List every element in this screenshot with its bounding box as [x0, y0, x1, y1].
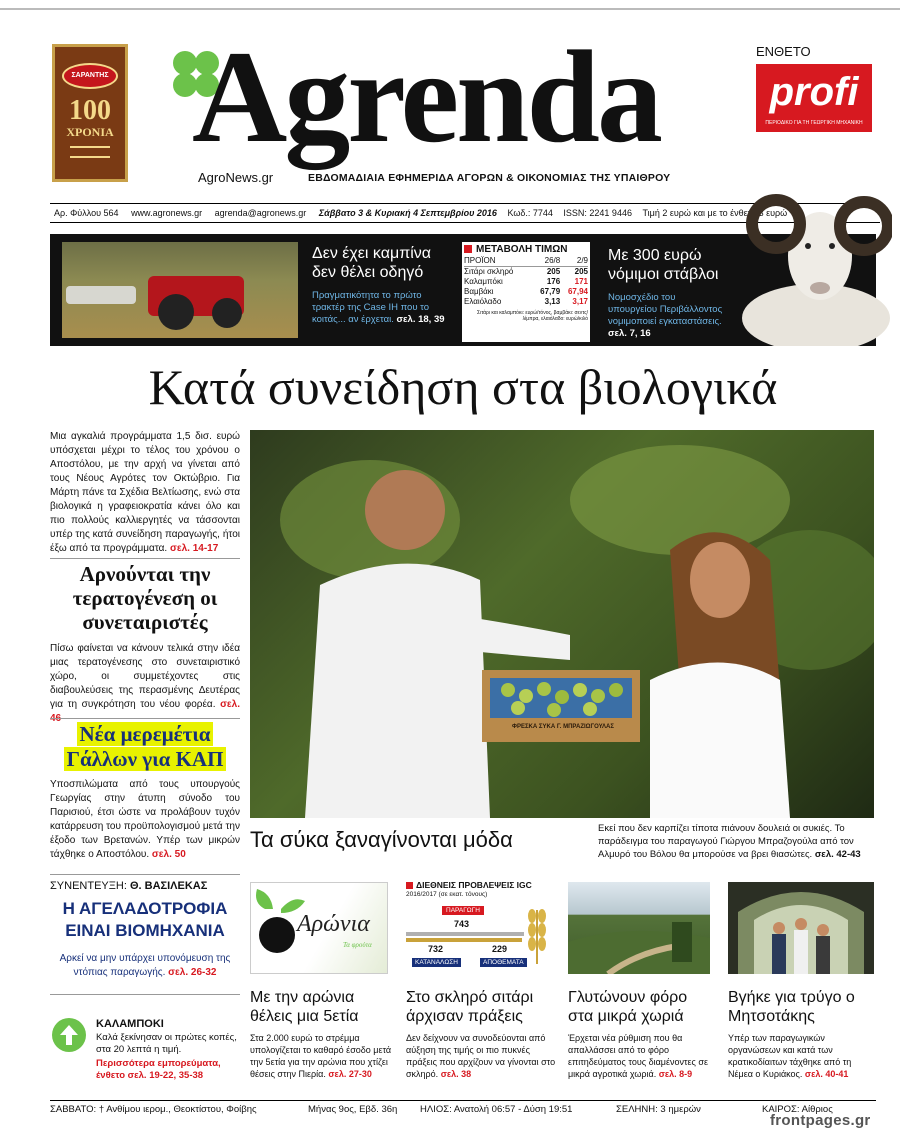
- anniversary-badge: [52, 44, 128, 182]
- igc-subtitle: 2016/2017 (σε εκατ. τόνους): [406, 891, 488, 898]
- profi-sub: ΠΕΡΙΟΔΙΚΟ ΓΙΑ ΤΗ ΓΕΩΡΓΙΚΗ ΜΗΧΑΝΙΚΗ: [765, 120, 863, 126]
- teratogenesis-story: [50, 642, 240, 726]
- lead-story: [50, 430, 240, 556]
- teaser-tractor-body: Πραγματικότητα το πρώτο τρακτέρ της Case IH που το κοιτάς... αν έρχεται.: [312, 290, 430, 325]
- fig-caption-page: σελ. 42-43: [814, 849, 861, 860]
- teaser-stables-headline[interactable]: Με 300 ευρώ νόμιμοι στάβλοι: [608, 247, 719, 283]
- table-header-cell: ΠΡΟΪΟΝ: [464, 256, 496, 265]
- aronia-art-sub: Τα φρούτα: [343, 941, 372, 949]
- info-code: Κωδ.: 7744: [507, 208, 553, 218]
- igc-production-label: ΠΑΡΑΓΩΓΗ: [442, 906, 484, 915]
- main-headline[interactable]: Κατά συνείδηση στα βιολογικά: [148, 359, 778, 415]
- interview-text: [50, 952, 240, 980]
- fig-caption-text: Εκεί που δεν καρπίζει τίποτα πιάνουν δουλειά οι συκιές. Το παράδειγμα του παραγωγού Γιώργου Μπραζογούλα από τον Αλμυρό του Βόλου θα μπορούσε να βρει θιασώτες.: [598, 823, 854, 860]
- igc-production-value: 743: [454, 919, 470, 929]
- table-cell: 3,13: [544, 297, 561, 306]
- cap-headline[interactable]: [50, 722, 240, 772]
- igc-bar-production: [406, 932, 524, 936]
- interview-body: Αρκεί να μην υπάρχει υπονόμευση της ντόπιας παραγωγής.: [59, 953, 231, 978]
- interview-headline[interactable]: [50, 898, 240, 942]
- table-row: [464, 267, 588, 278]
- table-row: [464, 277, 588, 287]
- footer-bar: [50, 1103, 876, 1117]
- table-header-row: [464, 256, 588, 267]
- cap-page: σελ. 50: [151, 849, 186, 860]
- bottom-story-headline[interactable]: Γλυτώνουν φόρο στα μικρά χωριά: [568, 989, 688, 1025]
- igc-stocks-label: ΑΠΟΘΕΜΑΤΑ: [480, 958, 527, 967]
- aronia-art-text: Αρώνια: [297, 911, 370, 937]
- badge-word: ΧΡΟΝΙΑ: [66, 125, 114, 139]
- bottom-story-page: σελ. 40-41: [804, 1069, 849, 1079]
- lead-story-page: σελ. 14-17: [169, 543, 219, 554]
- kalampoki-title: ΚΑΛΑΜΠΟΚΙ: [96, 1018, 164, 1030]
- bottom-story-body: Υπέρ των παραγωγικών οργανώσεων και κατά των κρατικοδίαιτων τάχθηκε από τη Νέμεα ο Κυριάκος.: [728, 1033, 852, 1079]
- igc-bar-consumption: [406, 938, 522, 942]
- info-issn: ISSN: 2241 9446: [563, 208, 632, 218]
- profi-insert-logo[interactable]: [756, 64, 872, 132]
- issue-number: Αρ. Φύλλου 564: [54, 208, 119, 218]
- bottom-story-page: σελ. 38: [440, 1069, 472, 1079]
- badge-number: 100: [69, 95, 111, 126]
- price-table-heading: ΜΕΤΑΒΟΛΗ ΤΙΜΩΝ: [476, 243, 568, 255]
- teaser-tractor-headline[interactable]: Δεν έχει καμπίνα δεν θέλει οδηγό: [312, 245, 432, 281]
- kalampoki-highlight: Περισσότερα εμπορεύματα, ένθετο σελ. 19-22, 35-38: [96, 1058, 221, 1081]
- teaser-stables-text: [608, 292, 726, 340]
- interview-top-rule: [50, 874, 240, 875]
- footer-month: Μήνας 9ος, Εβδ. 36η: [308, 1104, 398, 1115]
- left-divider: [50, 718, 240, 719]
- info-price: Τιμή 2 ευρώ και με το ένθετο 3 ευρώ: [642, 208, 788, 218]
- site-label[interactable]: AgroNews.gr: [198, 170, 274, 185]
- badge-brand-oval: ΣΑΡΑΝΤΗΣ: [62, 63, 118, 89]
- bottom-story-body: Στα 2.000 ευρώ το στρέμμα υπολογίζεται το καθαρό έσοδο μετά την 5ετία για την αρώνια που χτίζει θέσεις στην Πιερία.: [250, 1033, 392, 1079]
- masthead-title: Agrenda: [192, 23, 660, 170]
- interview-headline-line2: ΕΙΝΑΙ ΒΙΟΜΗΧΑΝΙΑ: [65, 921, 225, 940]
- table-header-cell: 2/9: [576, 256, 588, 265]
- info-web[interactable]: www.agronews.gr: [131, 208, 203, 218]
- table-cell: Σιτάρι σκληρό: [464, 267, 514, 276]
- price-table-grid: [464, 256, 588, 307]
- watermark: frontpages.gr: [770, 1112, 871, 1129]
- teaser-stables-body: Νομοσχέδιο του υπουργείου Περιβάλλοντος νομιμοποιεί εγκαταστάσεις.: [608, 292, 723, 327]
- footer-weather: ΚΑΙΡΟΣ: Αίθριος: [762, 1104, 833, 1115]
- teratogenesis-headline[interactable]: Αρνούνται την τερατογένεση οι συνεταιριστές: [72, 562, 218, 634]
- bottom-story-page: σελ. 8-9: [658, 1069, 693, 1079]
- table-cell: Ελαιόλαδο: [464, 297, 502, 306]
- lead-story-text: Μια αγκαλιά προγράμματα 1,5 δισ. ευρώ υπόσχεται μέχρι το τέλος του χρόνου ο Αποστόλου, με την αρχή να γίνεται από τους Νέους Αγρότες τον Οκτώβριο. Για Μάρτη πάνε τα Σχέδια Βελτίωσης, ενώ στα βιολογικά η γραφειοκρατία κάνει όλο και πιο πολλούς καλλιεργητές να τάσσονται υπέρ της κατά συνείδηση παραγωγής, ήτοι έξω από τα προγράμματα.: [50, 431, 240, 554]
- table-cell: Βαμβάκι: [464, 287, 494, 296]
- footer-moon: ΣΕΛΗΝΗ: 3 ημερών: [616, 1104, 701, 1115]
- fig-headline[interactable]: Τα σύκα ξαναγίνονται μόδα: [250, 827, 513, 852]
- teratogenesis-text: Πίσω φαίνεται να κάνουν τελικά στην ιδέα μιας τερατογένεσης στο συνεταιριστικό χώρο, οι συμμετέχοντες στις διαβουλεύσεις της περασμένης Δευτέρας για τη συγκρότηση του νέου φορέα.: [50, 643, 240, 710]
- up-arrow-icon: [52, 1018, 86, 1052]
- bottom-story-text: [568, 1032, 718, 1080]
- interview-name: Θ. ΒΑΣΙΛΕΚΑΣ: [129, 880, 208, 892]
- fig-photo[interactable]: [250, 430, 874, 818]
- interview-headline-line1: Η ΑΓΕΛΑΔΟΤΡΟΦΙΑ: [62, 899, 228, 918]
- price-table: [462, 242, 590, 342]
- red-square-icon: [464, 245, 472, 253]
- bottom-story-headline[interactable]: Με την αρώνια θέλεις μια 5ετία: [250, 989, 359, 1025]
- table-row: [464, 287, 588, 297]
- price-table-title: [462, 242, 590, 256]
- teaser-stables-page: σελ. 7, 16: [608, 328, 651, 339]
- insert-label: ΕΝΘΕΤΟ: [756, 44, 811, 59]
- village-photo[interactable]: [568, 882, 710, 974]
- top-rule: [0, 8, 900, 10]
- crate-label: ΦΡΕΣΚΑ ΣΥΚΑ Γ. ΜΠΡΑΖΙΩΓΟΥΛΑΣ: [512, 724, 614, 730]
- info-email[interactable]: agrenda@agronews.gr: [214, 208, 307, 218]
- left-divider: [50, 558, 240, 559]
- cap-story: [50, 778, 240, 862]
- table-cell: 67,79: [540, 287, 561, 296]
- wheat-icon: [524, 902, 550, 964]
- issue-date: Σάββατο 3 & Κυριακή 4 Σεπτεμβρίου 2016: [318, 208, 497, 218]
- tractor-wheel: [158, 294, 194, 330]
- bottom-story-headline[interactable]: Στο σκληρό σιτάρι άρχισαν πράξεις: [406, 989, 534, 1025]
- footer-sun: ΗΛΙΟΣ: Ανατολή 06:57 - Δύση 19:51: [420, 1104, 573, 1115]
- table-cell: 3,17: [572, 297, 588, 306]
- bottom-story-text: [406, 1032, 556, 1080]
- interview-page: σελ. 26-32: [168, 967, 217, 978]
- kalampoki-top-rule: [50, 994, 240, 995]
- table-header-cell: 26/8: [544, 256, 561, 265]
- price-table-note: Σιτάρι και καλαμπόκι: ευρώ/τόνος, βαμβάκι: σεντς/λίμπρα, ελαιόλαδο: ευρώ/κιλό: [477, 310, 588, 322]
- trailer-shape: [66, 286, 136, 304]
- igc-consumption-label: ΚΑΤΑΝΑΛΩΣΗ: [412, 958, 461, 967]
- igc-chart: [406, 880, 552, 976]
- aronia-photo[interactable]: [250, 882, 388, 974]
- igc-stocks-value: 229: [492, 944, 508, 954]
- table-row: [464, 297, 588, 307]
- footer-rule: [50, 1100, 876, 1101]
- cap-text: Υποσπιλώματα από τους υπουργούς Γεωργίας στην άτυπη σύνοδο του Παρισιού, έτσι ώστε να προλάβουν τυχόν κατάρρευση του προϋπολογισμού μετά την έξοδο των Βρετανών. Υπέρ των μικρών τάχθηκε ο Αποστόλου.: [50, 779, 240, 860]
- bottom-story-text: [728, 1032, 876, 1080]
- table-cell: Καλαμπόκι: [464, 277, 503, 286]
- table-cell: 67,94: [567, 287, 588, 296]
- table-cell: 205: [574, 267, 588, 276]
- footer-day: ΣΑΒΒΑΤΟ: † Ανθίμου ιερομ., Θεοκτίστου, Φοίβης: [50, 1104, 257, 1115]
- interview-label: [50, 880, 240, 892]
- mitsotakis-photo[interactable]: [728, 882, 874, 974]
- masthead-tagline: ΕΒΔΟΜΑΔΙΑΙΑ ΕΦΗΜΕΡΙΔΑ ΑΓΟΡΩΝ & ΟΙΚΟΝΟΜΙΑΣ ΤΗΣ ΥΠΑΙΘΡΟΥ: [308, 172, 671, 184]
- igc-consumption-value: 732: [428, 944, 444, 954]
- bottom-story-headline[interactable]: Βγήκε για τρύγο ο Μητσοτάκης: [728, 989, 855, 1025]
- bottom-story-body: Έρχεται νέα ρύθμιση που θα απαλλάσσει από το φόρο επιτηδεύματος τους διαμένοντες σε μικρά αγροτικά χωριά.: [568, 1033, 708, 1079]
- teratogenesis-page: σελ.: [220, 699, 240, 710]
- wheat-icon: [70, 146, 110, 158]
- bottom-story-text: [250, 1032, 398, 1080]
- tractor-photo[interactable]: [62, 242, 298, 338]
- table-cell: 205: [546, 267, 561, 276]
- fig-caption: [598, 822, 874, 861]
- teaser-tractor-text: [312, 290, 454, 326]
- cap-headline-text: Νέα μερεμέτια Γάλλων για ΚΑΠ: [64, 722, 227, 771]
- table-cell: 171: [574, 277, 588, 286]
- tractor-wheel: [212, 298, 242, 328]
- red-square-icon: [406, 882, 413, 889]
- table-cell: 176: [546, 277, 561, 286]
- bottom-story-page: σελ. 27-30: [328, 1069, 372, 1079]
- bottom-story-body: Δεν δείχνουν να συνοδεύονται από αύξηση της τιμής οι πιο πυκνές πράξεις που αρχίζουν να γίνονται στο σκληρό.: [406, 1033, 556, 1079]
- igc-title: [406, 880, 552, 891]
- interview-prefix: ΣΥΝΕΝΤΕΥΞΗ:: [50, 880, 127, 892]
- teaser-tractor-page: σελ. 18, 39: [396, 314, 445, 325]
- igc-title-text: ΔΙΕΘΝΕΙΣ ΠΡΟΒΛΕΨΕΙΣ IGC: [416, 880, 532, 890]
- profi-brand: profi: [769, 70, 859, 114]
- ram-photo[interactable]: [728, 176, 892, 346]
- kalampoki-text: Καλά ξεκίνησαν οι πρώτες κοπές, στα 20 λεπτά η τιμή.: [96, 1032, 237, 1055]
